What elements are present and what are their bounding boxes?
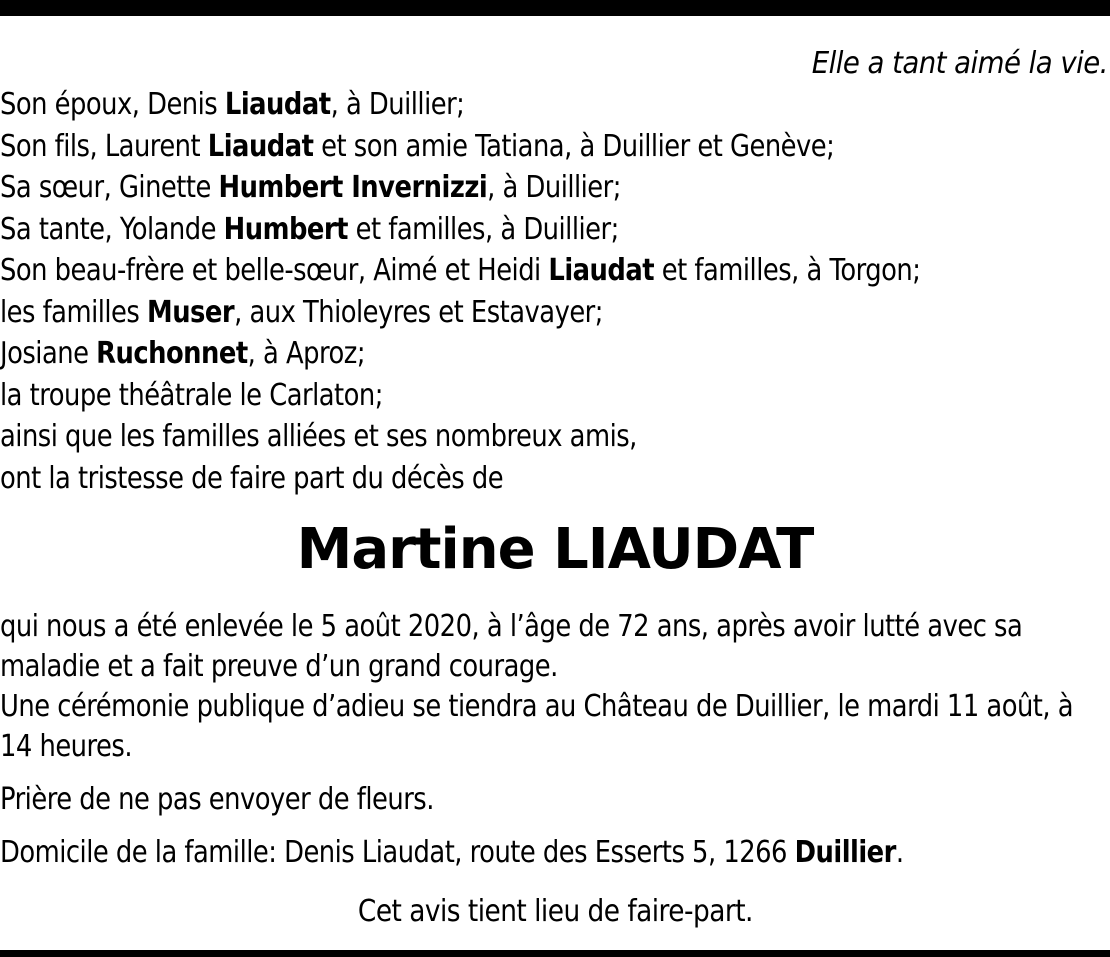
flowers-request: Prière de ne pas envoyer de fleurs. [0, 782, 434, 817]
ceremony-paragraph: Une cérémonie publique d’adieu se tiendra au Château de Duillier, le mardi 11 août, à 14 heures. [0, 689, 1074, 764]
motto: Elle a tant aimé la vie. [811, 46, 1108, 81]
passing-paragraph: qui nous a été enlevée le 5 août 2020, à l’âge de 72 ans, après avoir lutté avec sa maladie et a fait preuve d’un grand courage. [0, 609, 1023, 684]
bottom-border-rule [0, 950, 1110, 957]
family-list [0, 84, 1032, 499]
family-line: Josiane Ruchonnet, à Aproz; [0, 336, 366, 371]
notice-body [0, 607, 1109, 873]
family-line: ainsi que les familles alliées et ses nombreux amis, [0, 419, 637, 454]
deceased-name: Martine LIAUDAT [296, 517, 814, 582]
family-line: Son époux, Denis Liaudat, à Duillier; [0, 87, 465, 122]
family-line: Son beau-frère et belle-sœur, Aimé et Heidi Liaudat et familles, à Torgon; [0, 253, 921, 288]
top-border-rule [0, 0, 1110, 16]
family-line: Sa sœur, Ginette Humbert Invernizzi, à Duillier; [0, 170, 621, 205]
family-line: ont la tristesse de faire part du décès de [0, 460, 504, 496]
family-line: Son fils, Laurent Liaudat et son amie Tatiana, à Duillier et Genève; [0, 128, 835, 164]
family-line: Sa tante, Yolande Humbert et familles, à Duillier; [0, 211, 619, 247]
closing-note: Cet avis tient lieu de faire-part. [357, 894, 753, 929]
family-line: la troupe théâtrale le Carlaton; [0, 377, 383, 413]
family-address: Domicile de la famille: Denis Liaudat, route des Esserts 5, 1266 Duillier. [0, 835, 904, 870]
family-line: les familles Muser, aux Thioleyres et Estavayer; [0, 294, 603, 330]
